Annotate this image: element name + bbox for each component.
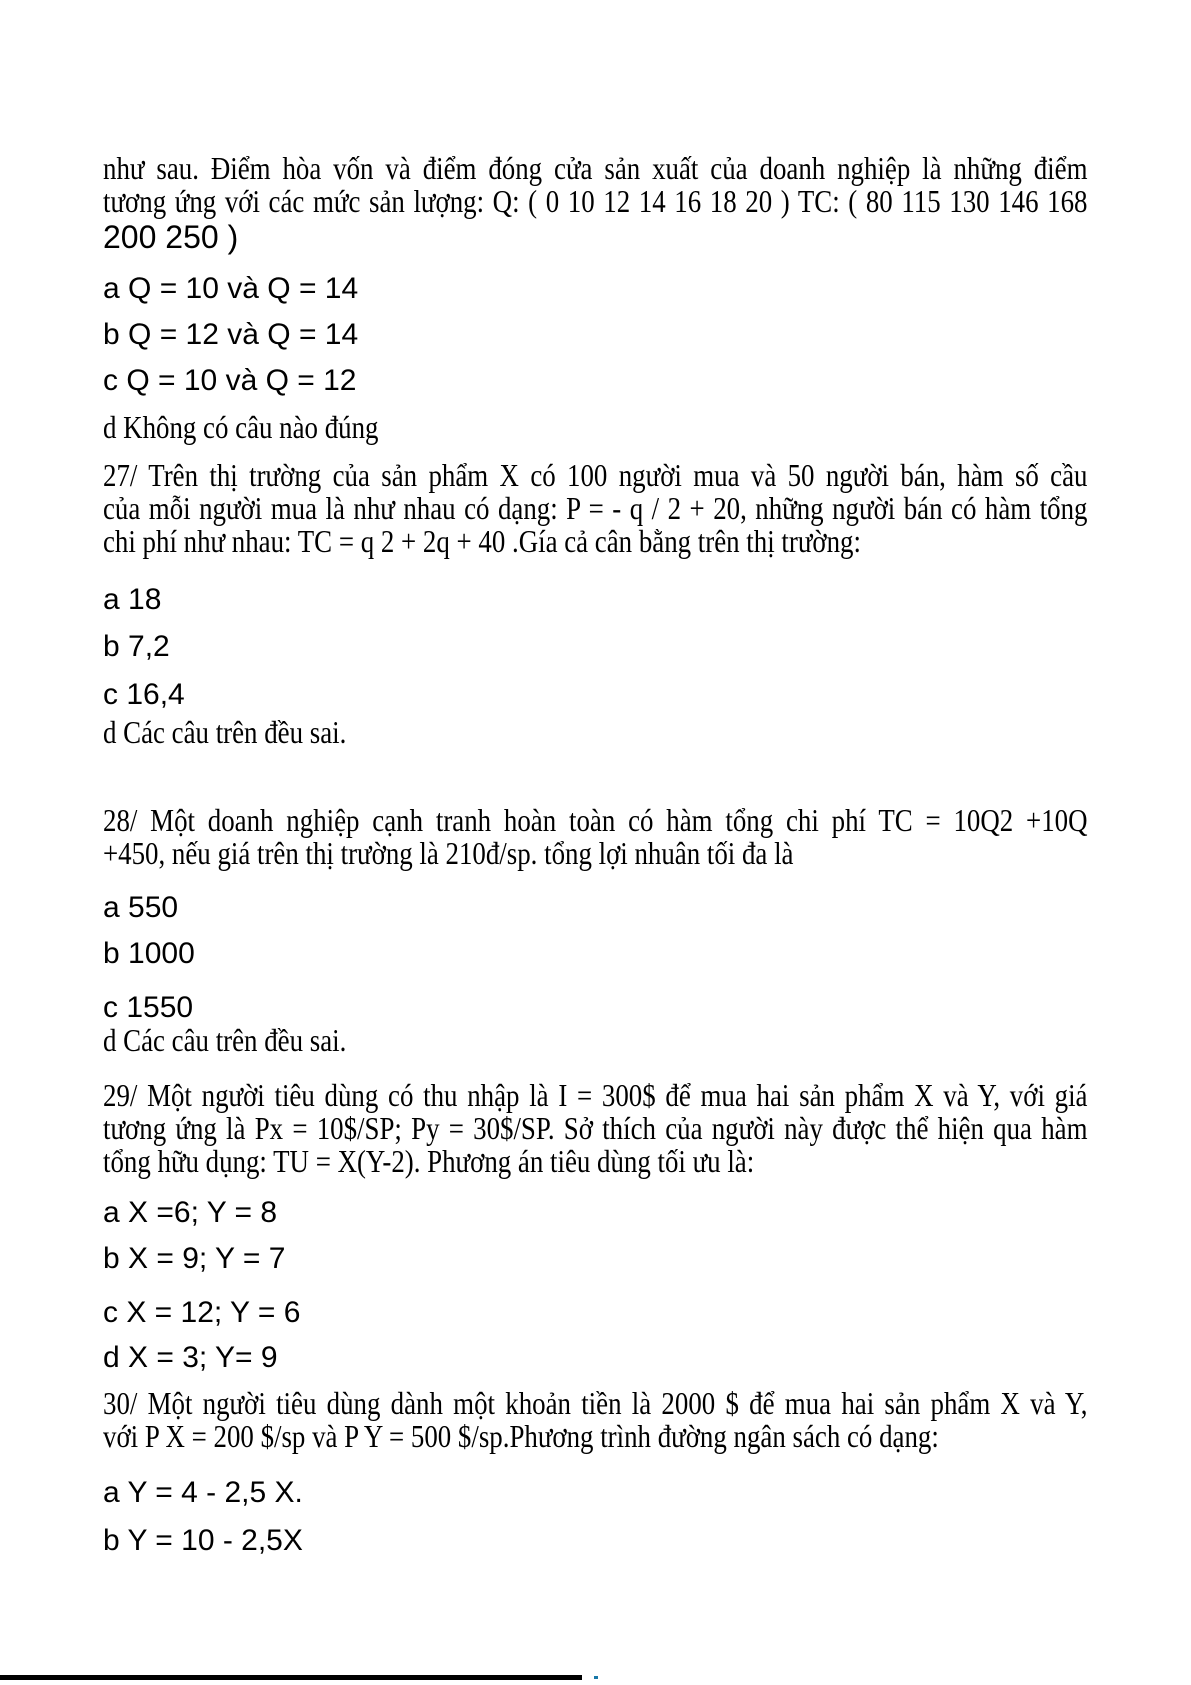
question-line: của mỗi người mua là như nhau có dạng: P = - q / 2 + 20, những người bán có hàm tổng (103, 490, 1088, 526)
question-line: chi phí như nhau: TC = q 2 + 2q + 40 .Gía cả cân bằng trên thị trường: (103, 523, 861, 559)
option-b: b 7,2 (103, 630, 170, 663)
question-line: +450, nếu giá trên thị trường là 210đ/sp. tổng lợi nhuân tối đa là (103, 835, 794, 871)
question-line: 29/ Một người tiêu dùng có thu nhập là I = 300$ để mua hai sản phẩm X và Y, với giá (103, 1077, 1088, 1113)
question-line: tổng hữu dụng: TU = X(Y-2). Phương án tiêu dùng tối ưu là: (103, 1143, 755, 1179)
option-d (103, 716, 1087, 749)
option-c: c X = 12; Y = 6 (103, 1296, 301, 1329)
option-c: c 1550 (103, 991, 194, 1024)
question-line: với P X = 200 $/sp và P Y = 500 $/sp.Phương trình đường ngân sách có dạng: (103, 1418, 939, 1454)
option-d-label: d Các câu trên đều sai. (103, 1022, 347, 1058)
question-text (103, 1387, 1087, 1453)
option-a: a Y = 4 - 2,5 X. (103, 1476, 303, 1509)
question-text (103, 804, 1087, 870)
question-line: 27/ Trên thị trường của sản phẩm X có 100 người mua và 50 người bán, hàm số cầu (103, 457, 1088, 493)
question-line: 28/ Một doanh nghiệp cạnh tranh hoàn toàn có hàm tổng chi phí TC = 10Q2 +10Q (103, 802, 1088, 838)
option-d: d X = 3; Y= 9 (103, 1341, 278, 1374)
option-d (103, 1024, 1087, 1057)
question-text (103, 1079, 1087, 1178)
paragraph-tail-line: 200 250 ) (103, 219, 239, 255)
option-d-label: d Các câu trên đều sai. (103, 714, 347, 750)
question-line: 30/ Một người tiêu dùng dành một khoản tiền là 2000 $ để mua hai sản phẩm X và Y, (103, 1385, 1088, 1421)
option-b: b 1000 (103, 937, 195, 970)
question-text (103, 459, 1087, 558)
paragraph (103, 152, 1087, 218)
option-a: a 550 (103, 891, 179, 924)
option-c: c Q = 10 và Q = 12 (103, 364, 357, 397)
bottom-rule-marker (594, 1676, 598, 1679)
bottom-rule (0, 1675, 582, 1680)
option-a: a 18 (103, 583, 162, 616)
option-b: b X = 9; Y = 7 (103, 1242, 286, 1275)
option-a: a X =6; Y = 8 (103, 1196, 278, 1229)
paragraph-line: tương ứng với các mức sản lượng: Q: ( 0 10 12 14 16 18 20 ) TC: ( 80 115 130 146 168 (103, 183, 1088, 219)
option-c: c 16,4 (103, 678, 185, 711)
question-line: tương ứng là Px = 10$/SP; Py = 30$/SP. Sở thích của người này được thể hiện qua hàm (103, 1110, 1088, 1146)
option-d (103, 411, 1087, 444)
option-b: b Q = 12 và Q = 14 (103, 318, 359, 351)
option-d-label: d Không có câu nào đúng (103, 409, 379, 445)
option-a: a Q = 10 và Q = 14 (103, 272, 359, 305)
option-b: b Y = 10 - 2,5X (103, 1524, 303, 1557)
paragraph-line: như sau. Điểm hòa vốn và điểm đóng cửa sản xuất của doanh nghiệp là những điểm (103, 150, 1088, 186)
